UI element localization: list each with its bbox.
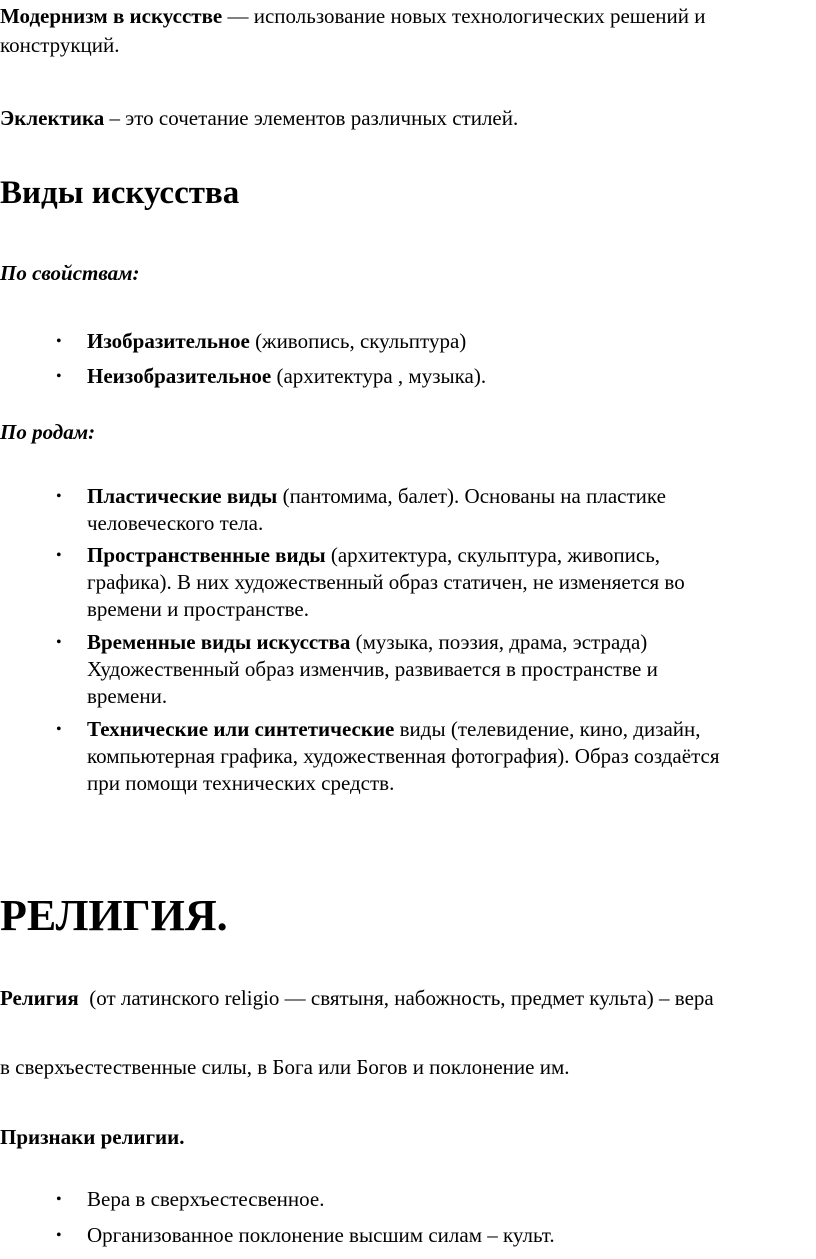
list-bullet: •: [56, 1227, 62, 1244]
list-bullet: •: [56, 368, 62, 385]
religion-signs-label: [0, 1123, 184, 1152]
list-item: [87, 541, 660, 570]
religion-term: Религия: [0, 986, 79, 1010]
list-item: [87, 715, 701, 744]
list-item-text: виды (телевидение, кино, дизайн,: [394, 717, 701, 741]
list-item-term: Пространственные виды: [87, 543, 326, 567]
list-item-text: (музыка, поэзия, драма, эстрада): [350, 630, 648, 654]
modernism-definition-line2: конструкций.: [0, 33, 120, 57]
list-item-continuation: времени.: [87, 684, 168, 708]
list-item-term: Пластические виды: [87, 484, 278, 508]
religion-definition-line2: в сверхъестественные силы, в Бога или Богов и поклонение им.: [0, 1055, 570, 1079]
modernism-text: — использование новых технологических решений и: [222, 4, 706, 28]
list-item: [87, 628, 647, 657]
modernism-definition: [0, 2, 705, 31]
list-item: [87, 362, 486, 391]
list-item-continuation: времени и пространстве.: [87, 597, 309, 621]
list-item-continuation: Художественный образ изменчив, развивается в пространстве и: [87, 657, 658, 681]
eclectic-term: Эклектика: [0, 106, 105, 130]
list-item-continuation: графика). В них художественный образ статичен, не изменяется во: [87, 570, 685, 594]
list-bullet: •: [56, 1191, 62, 1208]
list-bullet: •: [56, 547, 62, 564]
list-item: Организованное поклонение высшим силам – культ.: [87, 1223, 555, 1247]
list-item: [87, 482, 666, 511]
religion-signs-label-text: Признаки религии.: [0, 1125, 185, 1149]
list-item-text: (живопись, скульптура): [249, 329, 467, 353]
by-properties-label: По свойствам:: [0, 261, 140, 285]
eclectic-definition: [0, 104, 518, 133]
list-item-text: (пантомима, балет). Основаны на пластике: [277, 484, 666, 508]
by-kinds-label: По родам:: [0, 420, 96, 444]
modernism-term: Модернизм в искусстве: [0, 4, 223, 28]
list-bullet: •: [56, 721, 62, 738]
religion-definition: [0, 984, 714, 1013]
list-item-term: Временные виды искусства: [87, 630, 351, 654]
list-item: [87, 327, 466, 356]
list-item: Вера в сверхъестесвенное.: [87, 1187, 325, 1211]
list-item-term: Изобразительное: [87, 329, 250, 353]
list-item-continuation: при помощи технических средств.: [87, 771, 395, 795]
list-item-text: (архитектура , музыка).: [271, 364, 487, 388]
art-types-heading: Виды искусства: [0, 175, 240, 211]
list-item-term: Технические или синтетические: [87, 717, 395, 741]
religion-heading: РЕЛИГИЯ.: [0, 891, 228, 940]
list-bullet: •: [56, 333, 62, 350]
list-bullet: •: [56, 488, 62, 505]
eclectic-text: – это сочетание элементов различных стилей.: [104, 106, 519, 130]
list-bullet: •: [56, 634, 62, 651]
list-item-continuation: компьютерная графика, художественная фотография). Образ создаётся: [87, 744, 720, 768]
religion-text: (от латинского religio — святыня, набожность, предмет культа) – вера: [78, 986, 714, 1010]
list-item-text: (архитектура, скульптура, живопись,: [325, 543, 661, 567]
list-item-continuation: человеческого тела.: [87, 511, 264, 535]
list-item-term: Неизобразительное: [87, 364, 272, 388]
